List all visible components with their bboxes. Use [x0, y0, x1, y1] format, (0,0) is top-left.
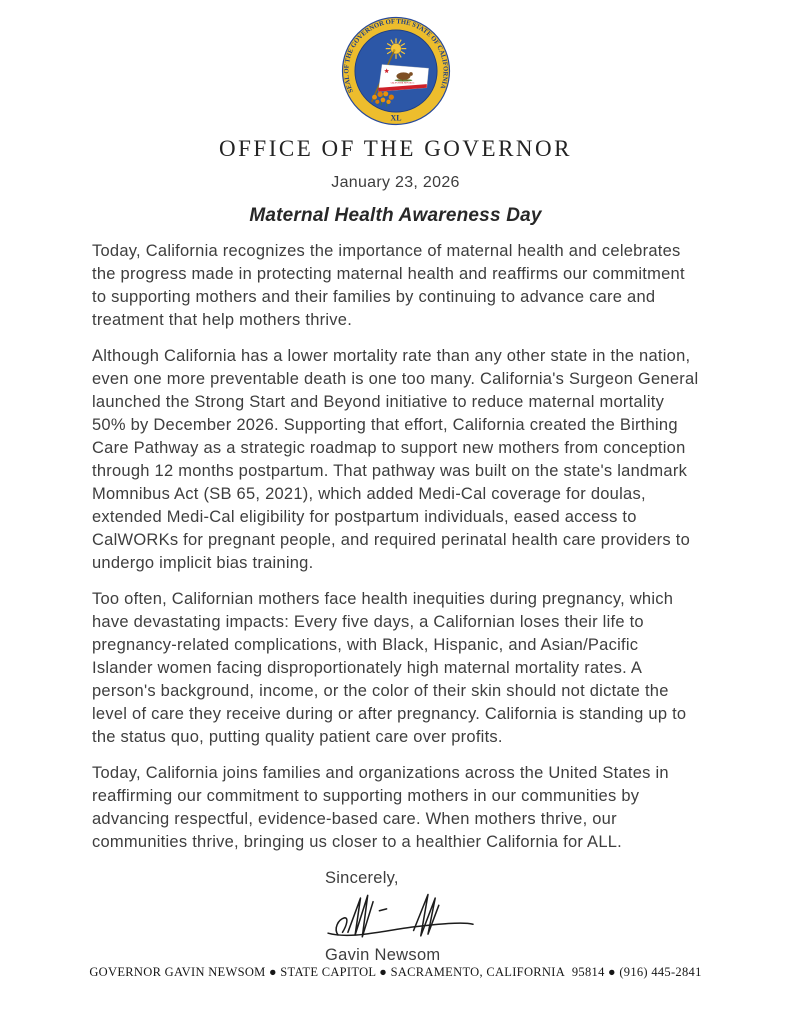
signer-name: Gavin Newsom — [325, 946, 441, 964]
letter-footer: GOVERNOR GAVIN NEWSOM ● STATE CAPITOL ● SACRAMENTO, CALIFORNIA 95814 ● (916) 445-2841 — [89, 965, 702, 979]
letter-paragraph: Too often, Californian mothers face health inequities during pregnancy, which have devastating impacts: Every five days, a Californian loses their life to pregnancy-related complications, with Black, Hispanic, and Asian/Pacific Islander women facing disproportionately high maternal mortality rates. A person's background, income, or the color of their skin should not dictate the level of care they receive during or after pregnancy. California is standing up to the status quo, putting quality patient care over profits. — [92, 590, 687, 746]
flag-pole-finial — [392, 49, 395, 52]
seal-container — [0, 15, 791, 127]
letter-subject-heading: Maternal Health Awareness Day — [249, 205, 542, 226]
letter-paragraph: Today, California recognizes the importance of maternal health and celebrates the progress made in protecting maternal health and reaffirms our commitment to supporting mothers and their families by continuing to advance care and treatment that help mothers thrive. — [92, 242, 685, 329]
california-governor-seal-icon — [340, 15, 452, 127]
california-flag — [378, 64, 428, 91]
page-title: OFFICE OF THE GOVERNOR — [219, 136, 572, 161]
letter-body — [92, 240, 701, 854]
letter-paragraph: Today, California joins families and organizations across the United States in reaffirming our commitment to supporting mothers in our communities by advancing respectful, evidence-based care. When mothers thrive, our communities thrive, bringing us closer to a healthier California for ALL. — [92, 764, 669, 851]
closing-text: Sincerely, — [325, 869, 399, 887]
letter-date: January 23, 2026 — [331, 174, 460, 191]
letter-paragraph: Although California has a lower mortality rate than any other state in the nation, even one more preventable death is one too many. California's Surgeon General launched the Strong Start and Beyond initiative to reduce maternal mortality 50% by December 2026. Supporting that effort, California created the Birthing Care Pathway as a strategic roadmap to support new mothers from conception through 12 months postpartum. That pathway was built on the state's landmark Momnibus Act (SB 65, 2021), which added Medi-Cal coverage for doulas, extended Medi-Cal eligibility for postpartum individuals, eased access to CalWORKs for pregnant people, and required perinatal health care providers to undergo implicit bias training. — [92, 347, 699, 572]
signature-image — [317, 890, 485, 944]
signature-block — [325, 867, 791, 967]
sun-disc — [390, 43, 400, 53]
seal-xl-text: XL — [389, 113, 402, 123]
flag-caption-text: CALIFORNIA REPUBLIC — [390, 82, 414, 85]
seal-ring-text: SEAL OF THE GOVERNOR OF THE STATE OF CALIFORNIA — [342, 18, 449, 94]
